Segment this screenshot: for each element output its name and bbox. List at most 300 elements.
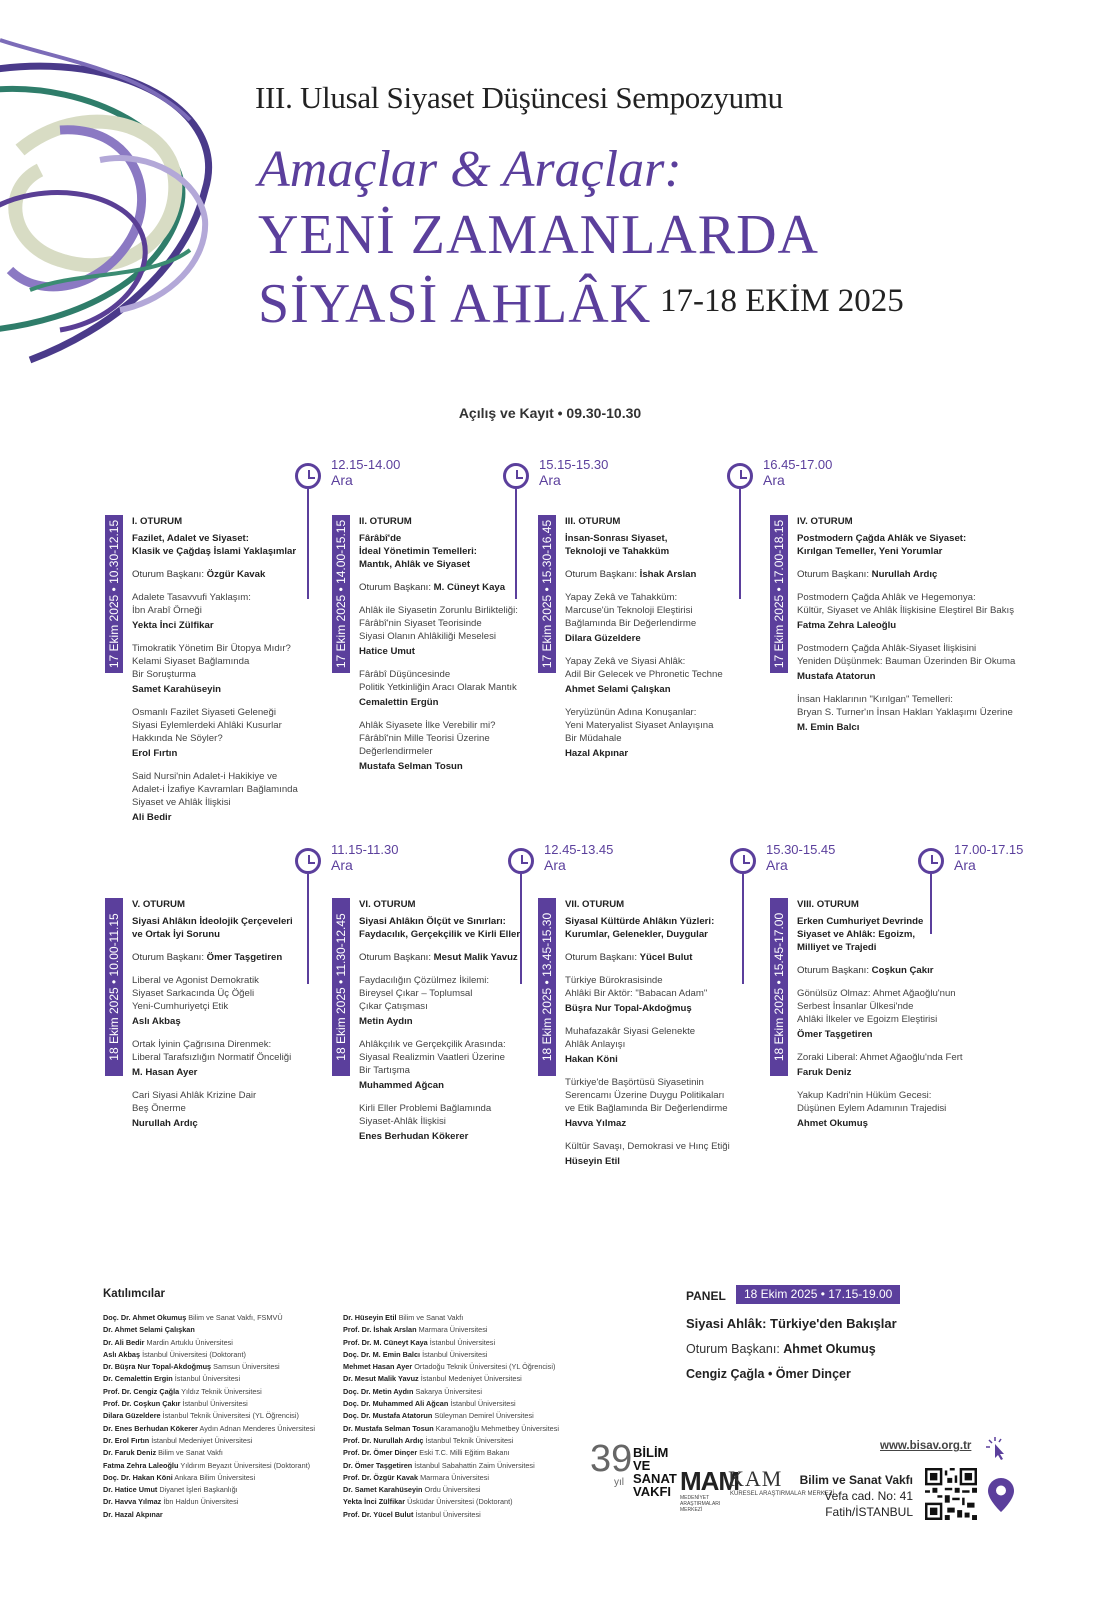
talk-title	[359, 604, 549, 643]
logo-kam-subtitle: KÜRESEL ARAŞTIRMALAR MERKEZİ	[730, 1491, 835, 1497]
session-date-bar	[332, 898, 350, 1076]
talk-item	[797, 987, 1032, 1041]
session-chair-name: Özgür Kavak	[206, 569, 266, 580]
clock-icon	[730, 848, 756, 874]
participant-row	[103, 1423, 315, 1435]
participant-row	[103, 1484, 315, 1496]
break-label: Ara	[539, 472, 561, 488]
session-chair-name: İshak Arslan	[639, 569, 697, 580]
session-title-line: Teknoloji ve Tahakküm	[565, 546, 670, 557]
session-title-line: Milliyet ve Trajedi	[797, 942, 877, 953]
participant-affiliation: İstanbul Üniversitesi	[450, 1399, 516, 1409]
talk-speaker: Nurullah Ardıç	[132, 1118, 198, 1129]
session-chair-label: Oturum Başkanı:	[359, 582, 431, 593]
participant-row	[103, 1447, 315, 1459]
participant-name: Dr. Samet Karahüseyin	[343, 1485, 423, 1495]
talk-title	[359, 974, 549, 1013]
talk-title-line: Ortak İyinin Çağrısına Direnmek:	[132, 1039, 272, 1050]
participant-affiliation: İstanbul Üniversitesi	[422, 1349, 488, 1359]
talk-title	[565, 591, 770, 630]
session-date-bar	[538, 515, 556, 673]
session-chair-label: Oturum Başkanı:	[797, 569, 869, 580]
participant-row	[103, 1509, 315, 1521]
session-title	[132, 532, 332, 558]
talk-title-line: Ahlâk Siyasete İlke Verebilir mi?	[359, 720, 496, 731]
panel-chair-label: Oturum Başkanı:	[686, 1342, 780, 1356]
participant-affiliation: Samsun Üniversitesi	[213, 1362, 280, 1372]
logo-39-yil-sub: yıl	[614, 1477, 624, 1488]
clock-icon	[295, 463, 321, 489]
talk-title-line: Ahlâkçılık ve Gerçekçilik Arasında:	[359, 1039, 506, 1050]
talk-speaker: Ömer Taşgetiren	[797, 1029, 873, 1040]
session-title-line: Siyasi Ahlâkın Ölçüt ve Sınırları:	[359, 916, 506, 927]
logo-mam-subtitle: MEDENİYET ARAŞTIRMALARI MERKEZİ	[680, 1495, 721, 1513]
address-name: Bilim ve Sanat Vakfı	[799, 1473, 913, 1487]
participant-row	[103, 1373, 315, 1385]
participant-name: Doç. Dr. Metin Aydın	[343, 1386, 414, 1396]
logo-kam: KAM	[728, 1466, 783, 1491]
session-chair-label: Oturum Başkanı:	[565, 569, 637, 580]
session-title	[359, 915, 549, 941]
talk-speaker: M. Hasan Ayer	[132, 1067, 198, 1078]
talk-title-line: Marcuse'ün Teknoloji Eleştirisi	[565, 605, 693, 616]
address-block	[795, 1472, 913, 1520]
participant-name: Prof. Dr. M. Cüneyt Kaya	[343, 1337, 428, 1347]
decorative-ribbon-artwork	[0, 30, 230, 370]
session-chair-name: Ömer Taşgetiren	[206, 952, 283, 963]
session-date-text: 17 Ekim 2025 • 17.00-18.15	[772, 519, 786, 669]
talk-item	[565, 1140, 770, 1168]
session-title-line: Siyaset ve Ahlâk: Egoizm,	[797, 929, 916, 940]
break-time: 15.30-15.45	[766, 842, 836, 857]
clock-icon	[295, 848, 321, 874]
talk-title-line: Hakkında Ne Söyler?	[132, 733, 223, 744]
talk-title	[797, 1051, 1032, 1064]
talk-speaker: Ali Bedir	[132, 812, 172, 823]
session-date-text: 18 Ekim 2025 • 11.30-12.45	[334, 913, 348, 1061]
participant-name: Dr. Hazal Akpınar	[103, 1509, 163, 1519]
talk-title-line: Siyaset-Ahlâk İlişkisi	[359, 1116, 446, 1127]
participant-row	[343, 1423, 559, 1435]
talk-speaker: Faruk Deniz	[797, 1067, 852, 1078]
talk-title-line: Gönülsüz Olmaz: Ahmet Ağaoğlu'nun	[797, 988, 956, 999]
talk-item	[359, 974, 549, 1028]
talk-speaker: Cemalettin Ergün	[359, 697, 439, 708]
participant-affiliation: Marmara Üniversitesi	[420, 1472, 489, 1482]
session-date-bar	[538, 898, 556, 1076]
participant-row	[103, 1460, 315, 1472]
participant-name: Fatma Zehra Laleoğlu	[103, 1460, 179, 1470]
logo-mam: MAM	[680, 1466, 740, 1496]
participant-name: Doç. Dr. Ahmet Okumuş	[103, 1313, 187, 1322]
session-chair-name: Mesut Malik Yavuz	[433, 952, 518, 963]
talk-title-line: Bireysel Çıkar – Toplumsal	[359, 988, 473, 999]
participant-row	[343, 1447, 559, 1459]
session-body	[359, 515, 549, 773]
break-time: 17.00-17.15	[954, 842, 1024, 857]
talk-title-line: Yeni Materyalist Siyaset Anlayışına	[565, 720, 714, 731]
talk-speaker: Hakan Köni	[565, 1054, 618, 1065]
talk-title-line: Adil Bir Gelecek ve Phronetic Techne	[565, 669, 723, 680]
talk-title-line: Fârâbî Düşüncesinde	[359, 669, 451, 680]
participant-name: Doç. Dr. Hakan Köni	[103, 1472, 173, 1482]
talk-title	[132, 974, 332, 1013]
panel-chair-name: Ahmet Okumuş	[783, 1342, 876, 1356]
talk-title	[132, 642, 332, 681]
session-title-line: Siyasi Ahlâkın İdeolojik Çerçeveleri	[132, 916, 293, 927]
session-date-text: 17 Ekim 2025 • 10.30-12.15	[107, 519, 121, 669]
talk-item	[132, 642, 332, 696]
session-date-bar	[105, 898, 123, 1076]
talk-title-line: Türkiye Bürokrasisinde	[565, 975, 663, 986]
session-title	[565, 915, 770, 941]
participant-name: Doç. Dr. Muhammed Ali Ağcan	[343, 1399, 449, 1409]
participant-name: Aslı Akbaş	[103, 1349, 141, 1359]
participant-row	[103, 1472, 315, 1484]
talk-title	[132, 1038, 332, 1064]
participant-affiliation: İstanbul Medeniyet Üniversitesi	[420, 1374, 522, 1384]
talk-item	[565, 591, 770, 645]
break-label: Ara	[331, 857, 353, 873]
participant-affiliation: İstanbul Teknik Üniversitesi	[425, 1435, 514, 1445]
break-time: 16.45-17.00	[763, 457, 833, 472]
talk-title-line: Yapay Zekâ ve Siyasi Ahlâk:	[565, 656, 686, 667]
talk-item	[797, 1089, 1032, 1130]
talk-speaker: Yekta İnci Zülfikar	[132, 620, 214, 631]
session-body	[797, 898, 1032, 1130]
talk-speaker: Muhammed Ağcan	[359, 1080, 444, 1091]
title-line-2: SİYASİ AHLÂK	[258, 273, 652, 335]
panel-speakers: Cengiz Çağla • Ömer Dinçer	[686, 1367, 851, 1381]
talk-speaker: Dilara Güzeldere	[565, 633, 641, 644]
participant-name: Prof. Dr. Özgür Kavak	[343, 1472, 419, 1482]
session-title-line: Faydacılık, Gerçekçilik ve Kirli Eller	[359, 929, 521, 940]
participant-row	[343, 1460, 559, 1472]
participant-name: Dr. Cemalettin Ergin	[103, 1374, 173, 1384]
break-label: Ara	[763, 472, 785, 488]
break-label: Ara	[954, 857, 976, 873]
talk-title-line: Fârâbî'nin Siyaset Teorisinde	[359, 618, 482, 629]
talk-speaker: Samet Karahüseyin	[132, 684, 222, 695]
talk-title-line: Ahlâk Anlayışı	[565, 1039, 626, 1050]
talk-title	[797, 987, 1032, 1026]
participant-affiliation: İbn Haldun Üniversitesi	[163, 1497, 239, 1507]
break-time: 12.15-14.00	[331, 457, 401, 472]
talk-title-line: Cari Siyasi Ahlâk Krizine Dair	[132, 1090, 257, 1101]
session-chair-name: Nurullah Ardıç	[871, 569, 938, 580]
participant-name: Dr. Hüseyin Etil	[343, 1313, 397, 1322]
talk-item	[359, 1038, 549, 1092]
break-label: Ara	[766, 857, 788, 873]
talk-speaker: Hatice Umut	[359, 646, 415, 657]
break-time: 12.45-13.45	[544, 842, 614, 857]
break-time: 11.15-11.30	[331, 842, 399, 857]
subtitle: Amaçlar & Araçlar:	[258, 141, 682, 198]
participant-affiliation: İstanbul Üniversitesi (Doktorant)	[142, 1349, 246, 1359]
session-title-line: Kırılgan Temeller, Yeni Yorumlar	[797, 546, 943, 557]
participant-affiliation: Bilim ve Sanat Vakfı	[158, 1448, 223, 1458]
participant-name: Yekta İnci Zülfikar	[343, 1497, 406, 1507]
talk-title-line: İbn Arabî Örneği	[132, 605, 202, 616]
participant-name: Dr. Hatice Umut	[103, 1485, 158, 1495]
opening-registration: Açılış ve Kayıt • 09.30-10.30	[458, 405, 642, 421]
talk-title-line: Bryan S. Turner'ın İnsan Hakları Yaklaşımı Üzerine	[797, 707, 1013, 718]
cursor-click-icon	[985, 1436, 1011, 1460]
talk-title-line: Kültür, Siyaset ve Ahlâk İlişkisine Eleştirel Bir Bakış	[797, 605, 1015, 616]
talk-title	[132, 591, 332, 617]
talk-title-line: Düşünen Eylem Adamının Trajedisi	[797, 1103, 947, 1114]
session-chair-name: Yücel Bulut	[639, 952, 693, 963]
talk-title	[132, 1089, 332, 1115]
talk-title-line: Yapay Zekâ ve Tahakküm:	[565, 592, 678, 603]
talk-title-line: Bağlamında Bir Değerlendirme	[565, 618, 697, 629]
participant-name: Dr. Erol Fırtın	[103, 1435, 150, 1445]
session-date-bar	[770, 515, 788, 673]
session-title	[797, 532, 1032, 558]
talk-title	[565, 655, 770, 681]
address-street: Vefa cad. No: 41	[824, 1489, 913, 1503]
session-heading: II. OTURUM	[359, 516, 412, 527]
talk-title-line: Bir Soruşturma	[132, 669, 196, 680]
talk-item	[797, 591, 1032, 632]
qr-code-icon[interactable]	[925, 1468, 977, 1520]
participant-affiliation: Bilim ve Sanat Vakfı, FSMVÜ	[188, 1313, 283, 1322]
talk-speaker: Ahmet Okumuş	[797, 1118, 868, 1129]
participant-row	[103, 1361, 315, 1373]
talk-title	[565, 706, 770, 745]
talk-title-line: Zoraki Liberal: Ahmet Ağaoğlu'nda Fert	[797, 1052, 963, 1063]
talk-speaker: Enes Berhudan Kökerer	[359, 1131, 469, 1142]
talk-title	[359, 719, 549, 758]
participant-row	[343, 1349, 559, 1361]
session-heading: IV. OTURUM	[797, 516, 853, 527]
address-city: Fatih/İSTANBUL	[825, 1505, 913, 1519]
participant-row	[343, 1337, 559, 1349]
talk-speaker: Havva Yılmaz	[565, 1118, 627, 1129]
participant-affiliation: Yıldız Teknik Üniversitesi	[181, 1386, 262, 1396]
talk-item	[565, 974, 770, 1015]
talk-title-line: Siyaset Sarkacında Üç Öğeli	[132, 988, 255, 999]
participant-name: Dr. Faruk Deniz	[103, 1448, 157, 1458]
session-heading: III. OTURUM	[565, 516, 621, 527]
session-date-text: 17 Ekim 2025 • 14.00-15.15	[334, 519, 348, 669]
title-line-1: YENİ ZAMANLARDA	[258, 204, 819, 266]
talk-speaker: Hüseyin Etil	[565, 1156, 620, 1167]
talk-item	[132, 1038, 332, 1079]
session-date-bar	[770, 898, 788, 1076]
talk-title	[359, 1102, 549, 1128]
website-link[interactable]: www.bisav.org.tr	[880, 1440, 972, 1452]
panel-label: PANEL	[686, 1289, 726, 1303]
location-pin-icon[interactable]	[988, 1478, 1014, 1512]
talk-speaker: Büşra Nur Topal-Akdoğmuş	[565, 1003, 692, 1014]
session-title-line: Fazilet, Adalet ve Siyaset:	[132, 533, 249, 544]
talk-item	[359, 604, 549, 658]
talk-title	[797, 1089, 1032, 1115]
talk-title-line: İnsan Haklarının "Kırılgan" Temelleri:	[797, 694, 953, 705]
participant-affiliation: Ankara Bilim Üniversitesi	[174, 1472, 256, 1482]
clock-icon	[503, 463, 529, 489]
talk-item	[132, 706, 332, 760]
session-heading: VI. OTURUM	[359, 899, 416, 910]
participant-affiliation: İstanbul Medeniyet Üniversitesi	[151, 1435, 253, 1445]
participant-affiliation: Süleyman Demirel Üniversitesi	[434, 1411, 534, 1421]
panel-title: Siyasi Ahlâk: Türkiye'den Bakışlar	[686, 1316, 897, 1331]
talk-item	[359, 668, 549, 709]
talk-title-line: Yakup Kadri'nin Hüküm Gecesi:	[797, 1090, 932, 1101]
talk-title	[359, 1038, 549, 1077]
talk-title-line: Postmodern Çağda Ahlâk-Siyaset İlişkisini	[797, 643, 977, 654]
participant-name: Dr. Havva Yılmaz	[103, 1497, 162, 1507]
participant-affiliation: İstanbul Üniversitesi	[429, 1337, 496, 1347]
clock-icon	[918, 848, 944, 874]
talk-title-line: Siyasal Realizmin Vaatleri Üzerine	[359, 1052, 505, 1063]
participant-name: Dr. Mustafa Selman Tosun	[343, 1423, 434, 1433]
participant-name: Prof. Dr. İshak Arslan	[343, 1325, 417, 1335]
session-date-bar	[332, 515, 350, 673]
talk-title-line: Ahlâk ile Siyasetin Zorunlu Birlikteliği:	[359, 605, 518, 616]
session-chair-label: Oturum Başkanı:	[359, 952, 431, 963]
session-date-text: 18 Ekim 2025 • 15.45-17.00	[772, 912, 786, 1062]
logo-39-yil: 39	[590, 1438, 633, 1480]
talk-title	[132, 706, 332, 745]
session-title-line: Siyasal Kültürde Ahlâkın Yüzleri:	[565, 916, 715, 927]
participant-row	[343, 1398, 559, 1410]
participant-affiliation: Mardin Artuklu Üniversitesi	[146, 1337, 233, 1347]
participant-row	[103, 1349, 315, 1361]
session-date-bar	[105, 515, 123, 673]
talk-title-line: Serencamı Üzerine Duygu Politikaları	[565, 1090, 725, 1101]
participant-row	[343, 1373, 559, 1385]
participant-row	[103, 1324, 315, 1336]
talk-item	[132, 770, 332, 824]
talk-title-line: Timokratik Yönetim Bir Ütopya Mıdır?	[132, 643, 291, 654]
session-title-line: Klasik ve Çağdaş İslami Yaklaşımlar	[132, 546, 297, 557]
participant-name: Dr. Büşra Nur Topal-Akdoğmuş	[103, 1362, 212, 1372]
talk-title	[797, 642, 1032, 668]
participant-row	[103, 1337, 315, 1349]
talk-speaker: Hazal Akpınar	[565, 748, 629, 759]
participant-affiliation: Eski T.C. Milli Eğitim Bakanı	[419, 1448, 510, 1458]
talk-speaker: Mustafa Atatorun	[797, 671, 876, 682]
participant-name: Dilara Güzeldere	[103, 1411, 161, 1421]
talk-title	[565, 1076, 770, 1115]
event-dates: 17-18 EKİM 2025	[660, 283, 904, 319]
talk-title-line: Muhafazakâr Siyasi Gelenekte	[565, 1026, 696, 1037]
talk-title-line: Kültür Savaşı, Demokrasi ve Hınç Etiği	[565, 1141, 730, 1152]
participant-row	[343, 1435, 559, 1447]
talk-item	[565, 655, 770, 696]
talk-title-line: Bir Tartışma	[359, 1065, 410, 1076]
participant-row	[103, 1312, 315, 1324]
talk-item	[132, 974, 332, 1028]
participant-affiliation: Diyanet İşleri Başkanlığı	[159, 1485, 238, 1495]
talk-title	[797, 591, 1032, 617]
participant-affiliation: Marmara Üniversitesi	[418, 1325, 488, 1335]
participant-name: Prof. Dr. Coşkun Çakır	[103, 1399, 181, 1409]
talk-title-line: Ahlâki Bir Aktör: "Babacan Adam"	[565, 988, 708, 999]
participant-row	[103, 1496, 315, 1508]
symposium-name: III. Ulusal Siyaset Düşüncesi Sempozyumu	[255, 80, 783, 115]
talk-title	[132, 770, 332, 809]
participants-title: Katılımcılar	[103, 1288, 165, 1300]
panel-date: 18 Ekim 2025 • 17.15-19.00	[736, 1285, 900, 1304]
talk-title-line: Said Nursi'nin Adalet-i Hakikiye ve	[132, 771, 278, 782]
session-body	[565, 898, 770, 1168]
talk-title	[565, 1025, 770, 1051]
participant-row	[343, 1509, 559, 1521]
talk-title-line: Beş Önerme	[132, 1103, 186, 1114]
session-body	[132, 898, 332, 1130]
session-title-line: Postmodern Çağda Ahlâk ve Siyaset:	[797, 533, 967, 544]
participant-name: Prof. Dr. Ömer Dinçer	[343, 1448, 418, 1458]
session-date-text: 18 Ekim 2025 • 10.00-11.15	[107, 913, 121, 1061]
talk-item	[565, 706, 770, 760]
participant-row	[343, 1361, 559, 1373]
session-chair-label: Oturum Başkanı:	[565, 952, 637, 963]
talk-speaker: M. Emin Balcı	[797, 722, 860, 733]
talk-speaker: Fatma Zehra Laleoğlu	[797, 620, 897, 631]
session-title-line: İdeal Yönetimin Temelleri:	[359, 546, 478, 557]
participant-row	[343, 1324, 559, 1336]
talk-title-line: Faydacılığın Çözülmez İkilemi:	[359, 975, 490, 986]
participant-affiliation: Ordu Üniversitesi	[424, 1485, 481, 1495]
talk-title-line: Adalet-i İzafiye Kavramları Bağlamında	[132, 784, 298, 795]
participant-row	[103, 1386, 315, 1398]
participant-affiliation: Üsküdar Üniversitesi (Doktorant)	[407, 1497, 513, 1507]
participant-affiliation: İstanbul Üniversitesi	[174, 1374, 241, 1384]
session-title	[565, 532, 770, 558]
session-title	[359, 532, 549, 571]
participant-affiliation: İstanbul Teknik Üniversitesi (YL Öğrencisi)	[162, 1411, 299, 1421]
participant-row	[343, 1496, 559, 1508]
participant-row	[103, 1410, 315, 1422]
talk-title-line: Fârâbî'nin Mille Teorisi Üzerine	[359, 733, 490, 744]
participant-affiliation: Karamanoğlu Mehmetbey Üniversitesi	[435, 1423, 560, 1433]
talk-title-line: Siyasi Olanın Ahlâkiliği Meselesi	[359, 631, 497, 642]
session-chair	[359, 951, 549, 964]
participant-row	[343, 1386, 559, 1398]
talk-title-line: Ahlâki İlkeler ve Egoizm Eleştirisi	[797, 1014, 938, 1025]
talk-title	[565, 974, 770, 1000]
session-body	[797, 515, 1032, 734]
talk-item	[359, 719, 549, 773]
talk-speaker: Erol Fırtın	[132, 748, 178, 759]
session-chair	[132, 951, 332, 964]
talk-title-line: Kelami Siyaset Bağlamında	[132, 656, 250, 667]
participant-name: Doç. Dr. M. Emin Balcı	[343, 1349, 421, 1359]
talk-title	[565, 1140, 770, 1153]
talk-title-line: Türkiye'de Başörtüsü Siyasetinin	[565, 1077, 704, 1088]
talk-item	[132, 1089, 332, 1130]
talk-title-line: Yeni-Cumhuriyetçi Etik	[132, 1001, 229, 1012]
session-title-line: ve Ortak İyi Sorunu	[132, 929, 220, 940]
talk-title-line: Politik Yetkinliğin Aracı Olarak Mantık	[359, 682, 517, 693]
participant-name: Doç. Dr. Mustafa Atatorun	[343, 1411, 433, 1421]
participant-name: Dr. Ahmet Selami Çalışkan	[103, 1325, 195, 1335]
talk-item	[797, 1051, 1032, 1079]
participant-affiliation: İstanbul Sabahattin Zaim Üniversitesi	[414, 1460, 535, 1470]
session-title-line: Mantık, Ahlâk ve Siyaset	[359, 559, 471, 570]
talk-title	[797, 693, 1032, 719]
participant-name: Prof. Dr. Cengiz Çağla	[103, 1386, 180, 1396]
session-title-line: Fârâbî'de	[359, 533, 402, 544]
talk-speaker: Metin Aydın	[359, 1016, 413, 1027]
break-label: Ara	[331, 472, 353, 488]
participant-name: Prof. Dr. Yücel Bulut	[343, 1509, 414, 1519]
session-date-text: 18 Ekim 2025 • 13.45-15.30	[540, 912, 554, 1062]
talk-speaker: Aslı Akbaş	[132, 1016, 181, 1027]
